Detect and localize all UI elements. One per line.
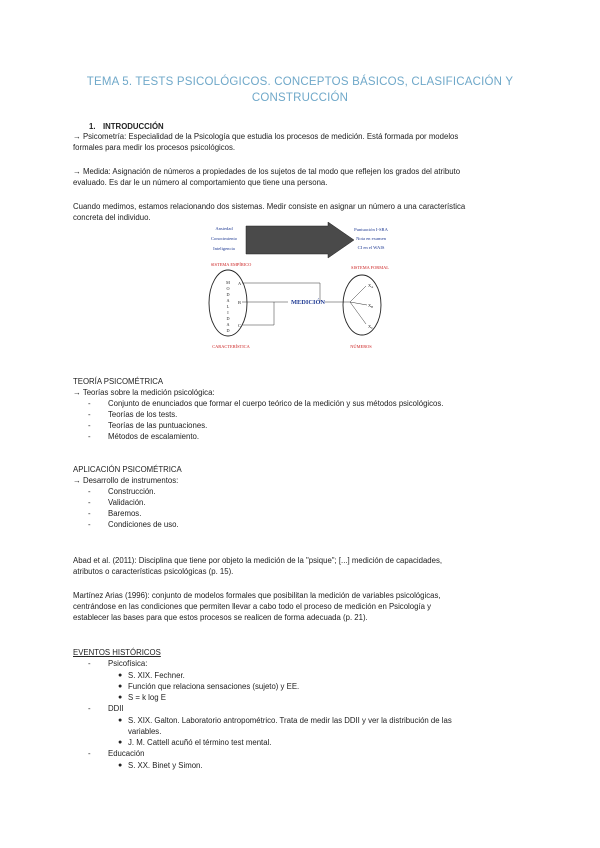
teoria-heading: TEORÍA PSICOMÉTRICA xyxy=(73,377,164,386)
x-a-label: $X_A$ xyxy=(368,283,374,289)
modalidad-letter: D xyxy=(226,328,230,333)
modalidad-letter: I xyxy=(227,310,229,315)
martinez-line-2: centrándose en las condiciones que permiten llevar a cabo todo el proceso de medición en Psicología y xyxy=(73,602,432,611)
medicion-label: MEDICIÓN xyxy=(290,299,326,306)
section-heading-intro: 1. INTRODUCCIÓN xyxy=(89,122,164,131)
right-item-3: CI en el WAIS xyxy=(357,245,385,250)
numeros-label: NÚMEROS xyxy=(350,344,372,349)
letter-a: A xyxy=(238,281,242,286)
x-c-label: $X_C$ xyxy=(368,324,374,330)
medida-line-1: → Medida: Asignación de números a propiedades de los sujetos de tal modo que reflejen los grados del atributo xyxy=(73,167,461,176)
left-item-2: Conocimiento xyxy=(210,236,238,241)
right-item-2: Nota en examen xyxy=(356,236,386,241)
modalidad-letter: M xyxy=(226,280,230,285)
arrow-xc xyxy=(350,302,366,324)
formal-ellipse xyxy=(343,275,381,335)
arrow-xb xyxy=(350,302,367,305)
sistema-empirico-label: SISTEMA EMPÍRICO xyxy=(210,262,252,267)
bullet-item: ● J. M. Cattell acuñó el término test mental. xyxy=(118,738,272,747)
bullet-item: ● S. XX. Binet y Simon. xyxy=(118,761,203,770)
bullet-item: ● S = k log E xyxy=(118,693,166,702)
letter-c: C xyxy=(238,323,241,328)
martinez-line-3: establecer las bases para que estos procesos se realicen de forma adecuada (p. 21). xyxy=(73,613,368,622)
martinez-line-1: Martínez Arias (1996): conjunto de modelos formales que posibilitan la medición de variables psicológicas, xyxy=(73,591,441,600)
list-item: - Conjunto de enunciados que formar el cuerpo teórico de la medición y sus métodos psicológicos. xyxy=(88,399,444,408)
modalidad-letter: A xyxy=(226,322,230,327)
sistema-formal-label: SISTEMA FORMAL xyxy=(351,265,389,270)
list-item: - Teorías de las puntuaciones. xyxy=(88,421,208,430)
list-item: - Psicofísica: xyxy=(88,659,148,668)
list-item: - Validación. xyxy=(88,498,146,507)
list-item: - DDII xyxy=(88,704,124,713)
aplicacion-heading: APLICACIÓN PSICOMÉTRICA xyxy=(73,465,182,474)
list-item: - Construcción. xyxy=(88,487,156,496)
modalidad-letter: A xyxy=(226,298,230,303)
medida-line-2: evaluado. Es dar le un número al comportamiento que tiene una persona. xyxy=(73,178,328,187)
bullet-item: ● Función que relaciona sensaciones (sujeto) y EE. xyxy=(118,682,300,691)
teoria-lead: → Teorías sobre la medición psicológica: xyxy=(73,388,215,397)
mapping-arrow xyxy=(246,222,354,258)
cuando-line-2: concreta del individuo. xyxy=(73,213,151,222)
eventos-heading: EVENTOS HISTÓRICOS xyxy=(73,648,161,657)
list-item: - Métodos de escalamiento. xyxy=(88,432,200,441)
aplicacion-lead: → Desarrollo de instrumentos: xyxy=(73,476,179,485)
caracteristica-label: CARACTERÍSTICA xyxy=(212,344,250,349)
cuando-line-1: Cuando medimos, estamos relacionando dos sistemas. Medir consiste en asignar un número a una característica xyxy=(73,202,466,211)
abad-line-1: Abad et al. (2011): Disciplina que tiene por objeto la medición de la "psique"; [...] medición de capacidades, xyxy=(73,556,443,565)
right-item-1: Puntuación I-SRA xyxy=(354,227,388,232)
modalidad-letter: D xyxy=(226,292,230,297)
arrow-xa xyxy=(350,286,366,302)
measurement-diagram xyxy=(198,222,398,352)
list-item: - Condiciones de uso. xyxy=(88,520,179,529)
letter-b: B xyxy=(238,300,241,305)
list-item: - Educación xyxy=(88,749,145,758)
left-item-3: Inteligencia xyxy=(213,246,235,251)
x-b-label: $X_B$ xyxy=(368,303,374,309)
page-title: TEMA 5. TESTS PSICOLÓGICOS. CONCEPTOS BÁSICOS, CLASIFICACIÓN Y CONSTRUCCIÓN xyxy=(86,76,514,104)
list-item: - Teorías de los tests. xyxy=(88,410,178,419)
psicometria-line-1: → Psicometría: Especialidad de la Psicología que estudia los procesos de medición. Está formada por modelos xyxy=(73,132,459,141)
modalidad-letter: O xyxy=(226,286,230,291)
list-item: - Baremos. xyxy=(88,509,142,518)
bullet-item: ● S. XIX. Fechner. xyxy=(118,671,185,680)
psicometria-line-2: formales para medir los procesos psicológicos. xyxy=(73,143,236,152)
bullet-item-continued: variables. xyxy=(128,727,162,736)
modalidad-letter: D xyxy=(226,316,230,321)
modalidad-letter: L xyxy=(226,304,230,309)
bullet-item: ● S. XIX. Galton. Laboratorio antropométrico. Trata de medir las DDII y ver la distribución de las xyxy=(118,716,452,725)
abad-line-2: atributos o características psicológicas (p. 15). xyxy=(73,567,234,576)
left-item-1: Ansiedad xyxy=(215,226,233,231)
